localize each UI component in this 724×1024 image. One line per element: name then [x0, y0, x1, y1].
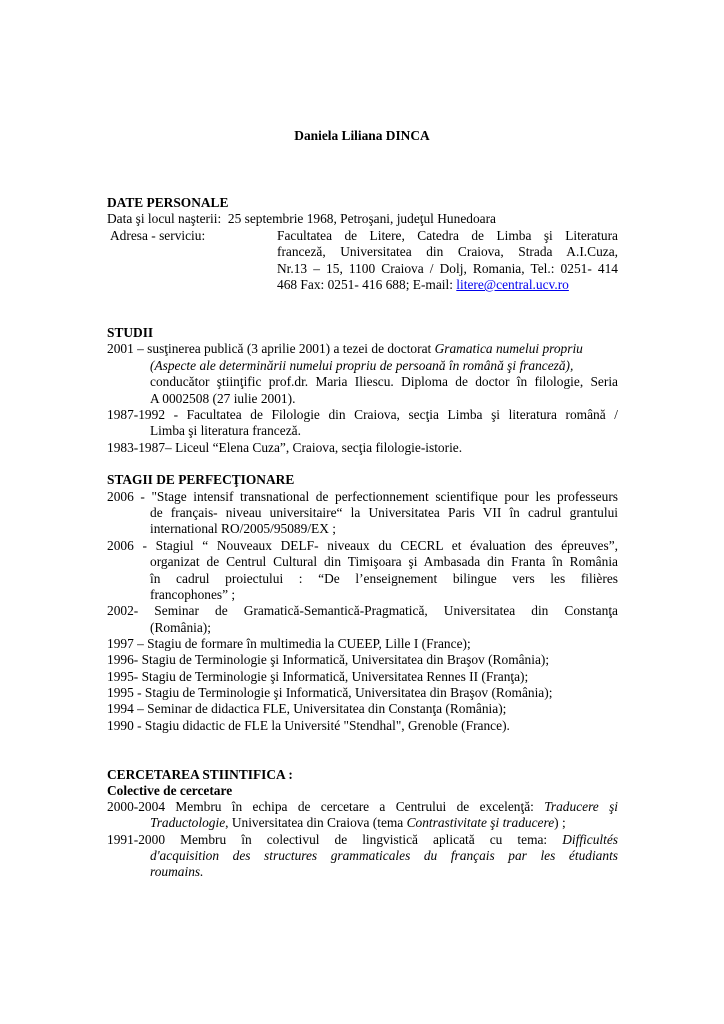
research-1-text-cont: , Universitatea din Craiova (tema — [225, 815, 407, 830]
study-item-2-line-2: Limba şi literatura franceză. — [150, 423, 301, 438]
address-line-4 — [277, 277, 618, 294]
email-link[interactable]: litere@central.ucv.ro — [456, 277, 569, 292]
address-line-3: Nr.13 – 15, 1100 Craiova / Dolj, Romania, Tel.: 0251- 414 — [277, 261, 618, 276]
research-1-theme: Traducere şi — [544, 799, 618, 814]
address-label: Adresa - serviciu: — [110, 228, 206, 243]
research-2-line-2: d'acquisition des structures grammaticales du français par les étudiants — [150, 848, 618, 863]
research-1-end: ) ; — [554, 815, 566, 830]
birth-line — [107, 211, 618, 228]
birth-value: 25 septembrie 1968, Petroşani, judeţul Hunedoara — [227, 211, 496, 226]
training-1-line-2: de français- niveau universitaire“ la Universitatea Paris VII în cadrul grantului — [150, 505, 618, 520]
study-item-2-line-1: 1987-1992 - Facultatea de Filologie din Craiova, secţia Limba şi literatura română / — [107, 407, 618, 422]
training-2-line-2: organizat de Centrul Cultural din Timişoara şi Ambasada din Franta în România — [150, 554, 618, 569]
training-heading: STAGII DE PERFECŢIONARE — [107, 472, 295, 487]
research-1-text: 2000-2004 Membru în echipa de cercetare a Centrului de excelenţă: — [107, 799, 545, 814]
training-1-line-3: international RO/2005/95089/EX ; — [150, 521, 336, 536]
research-heading: CERCETAREA STIINTIFICA : — [107, 767, 293, 782]
research-1-subtheme: Contrastivitate şi traducere — [406, 815, 555, 830]
thesis-title: Gramatica numelui propriu — [434, 341, 583, 356]
training-1-line-1: 2006 - "Stage intensif transnational de perfectionnement scientifique pour les professeurs — [107, 489, 618, 504]
training-2-line-3: în cadrul proiectului : “De l’enseignement bilingue vers les filières — [150, 571, 618, 586]
research-1-theme-cont: Traductologie — [150, 815, 226, 830]
study-item-1-line-2: (Aspecte ale determinării numelui propriu de persoană în română şi franceză), — [150, 358, 574, 373]
training-4: 1997 – Stagiu de formare în multimedia la CUEEP, Lille I (France); — [107, 636, 471, 651]
research-2-line-1 — [107, 832, 618, 849]
training-7: 1995 - Stagiu de Terminologie şi Informatică, Universitatea din Braşov (România); — [107, 685, 553, 700]
research-2-theme: Difficultés — [562, 832, 618, 847]
training-5: 1996- Stagiu de Terminologie şi Informatică, Universitatea din Braşov (România); — [107, 652, 550, 667]
address-fax-text: 468 Fax: 0251- 416 688; E-mail: — [277, 277, 453, 292]
training-3-line-2: (România); — [150, 620, 211, 635]
cv-name-title: Daniela Liliana DINCA — [294, 128, 430, 143]
studies-heading: STUDII — [107, 325, 154, 340]
training-8: 1994 – Seminar de didactica FLE, Universitatea din Constanţa (România); — [107, 701, 507, 716]
training-3-line-1: 2002- Seminar de Gramatică-Semantică-Pragmatică, Universitatea din Constanţa — [107, 603, 618, 618]
study-item-3: 1983-1987– Liceul “Elena Cuza”, Craiova, secţia filologie-istorie. — [107, 440, 463, 455]
study-item-1-line-3: conducător ştiinţific prof.dr. Maria Iliescu. Diploma de doctor în filologie, Seria — [150, 374, 618, 389]
research-2-line-3: roumains. — [150, 864, 204, 879]
training-2-line-4: francophones” ; — [150, 587, 236, 602]
training-2-line-1: 2006 - Stagiul “ Nouveaux DELF- niveaux du CECRL et évaluation des épreuves”, — [107, 538, 618, 553]
study-item-1-line-1 — [107, 341, 618, 358]
birth-label: Data şi locul naşterii: — [107, 211, 222, 226]
address-line-2: franceză, Universitatea din Craiova, Strada A.I.Cuza, — [277, 244, 618, 259]
address-line-1: Facultatea de Litere, Catedra de Limba şi Literatura — [277, 228, 618, 243]
research-1-line-2 — [150, 815, 618, 832]
personal-data-heading: DATE PERSONALE — [107, 195, 229, 210]
training-9: 1990 - Stagiu didactic de FLE la Université "Stendhal", Grenoble (France). — [107, 718, 510, 733]
research-subheading: Colective de cercetare — [107, 783, 233, 798]
training-6: 1995- Stagiu de Terminologie şi Informatică, Universitatea Rennes II (Franţa); — [107, 669, 529, 684]
study-item-1-text: 2001 – susţinerea publică (3 aprilie 2001) a tezei de doctorat — [107, 341, 435, 356]
study-item-1-line-4: A 0002508 (27 iulie 2001). — [150, 391, 296, 406]
research-1-line-1 — [107, 799, 618, 816]
research-2-text: 1991-2000 Membru în colectivul de lingvistică aplicată cu tema: — [107, 832, 563, 847]
